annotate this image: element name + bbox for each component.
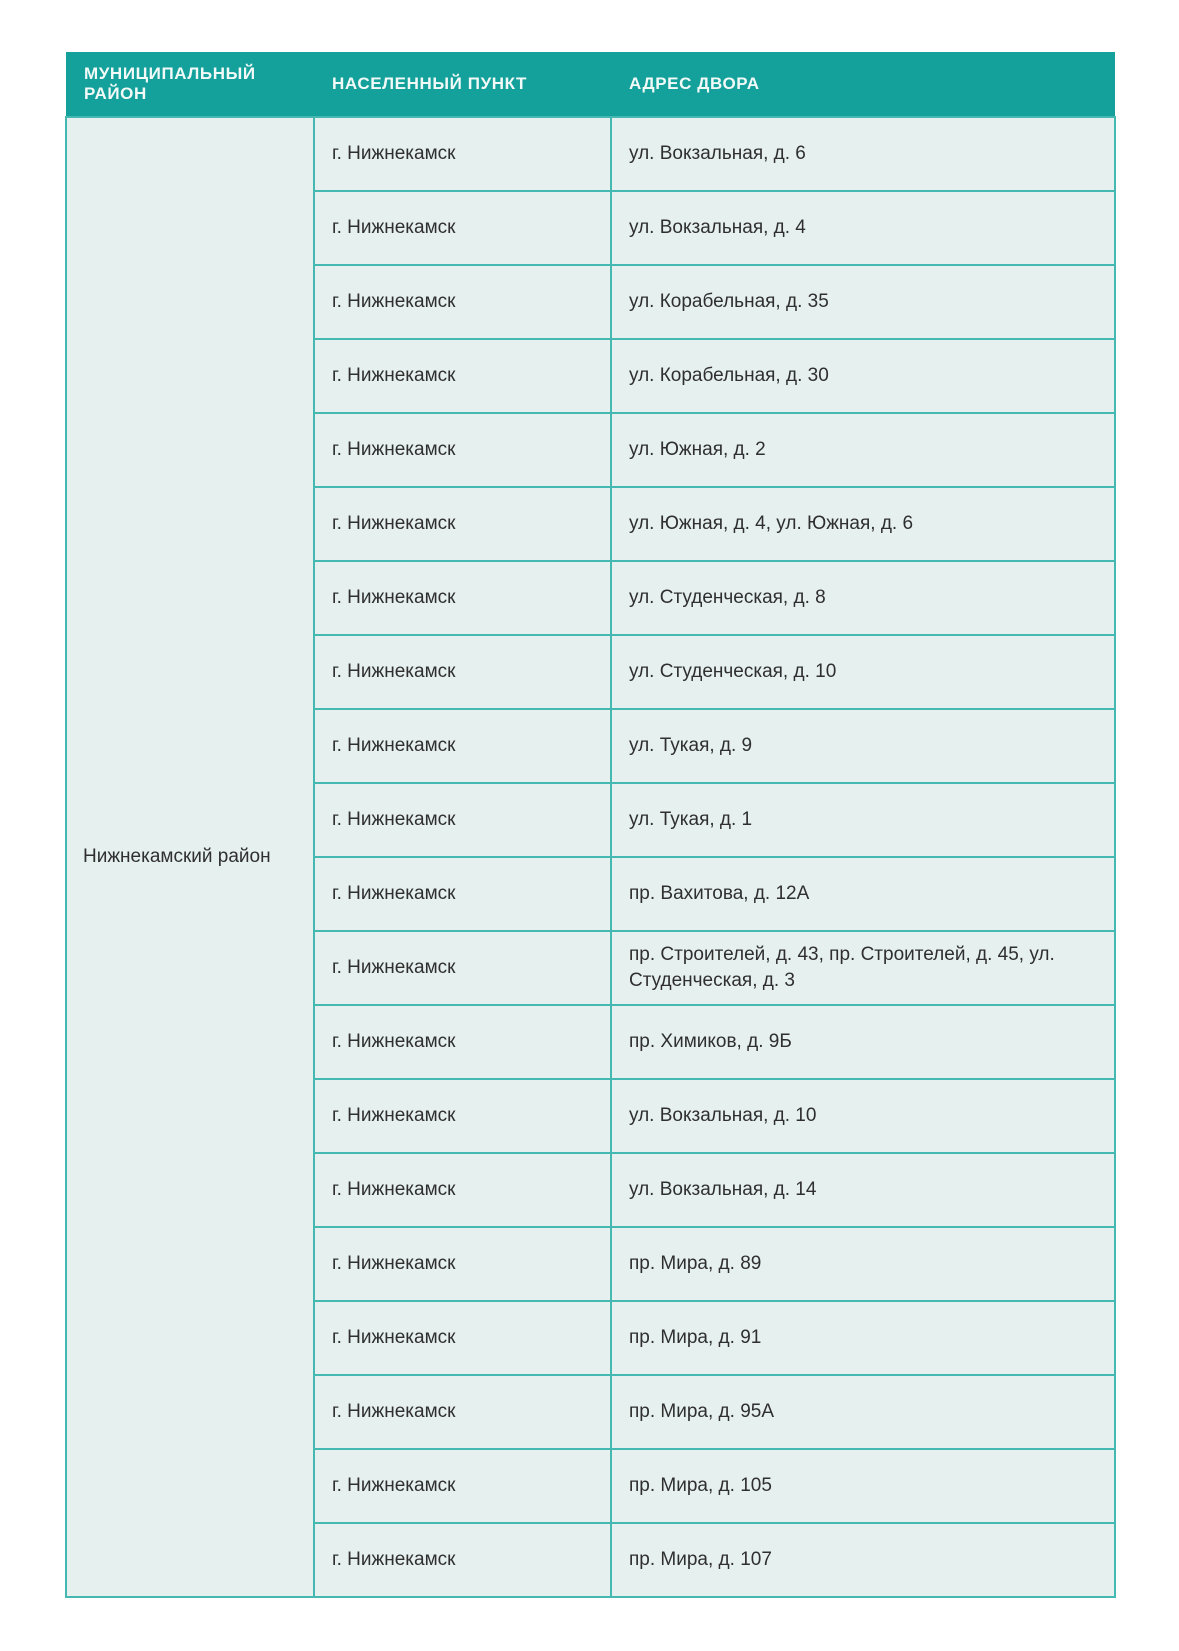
- address-cell: ул. Вокзальная, д. 14: [611, 1153, 1115, 1227]
- address-cell: пр. Химиков, д. 9Б: [611, 1005, 1115, 1079]
- settlement-cell: г. Нижнекамск: [314, 191, 611, 265]
- address-cell: пр. Мира, д. 91: [611, 1301, 1115, 1375]
- courtyards-table: [65, 52, 1116, 1598]
- column-header-settlement: НАСЕЛЕННЫЙ ПУНКТ: [314, 52, 611, 117]
- address-cell: ул. Тукая, д. 1: [611, 783, 1115, 857]
- table-row: [66, 117, 1115, 191]
- table-header: [66, 52, 1115, 117]
- column-header-address: АДРЕС ДВОРА: [611, 52, 1115, 117]
- address-cell: пр. Строителей, д. 43, пр. Строителей, д. 45, ул. Студенческая, д. 3: [611, 931, 1115, 1005]
- settlement-cell: г. Нижнекамск: [314, 339, 611, 413]
- header-row: [66, 52, 1115, 117]
- settlement-cell: г. Нижнекамск: [314, 1449, 611, 1523]
- settlement-cell: г. Нижнекамск: [314, 931, 611, 1005]
- table-body: [66, 117, 1115, 1597]
- settlement-cell: г. Нижнекамск: [314, 635, 611, 709]
- address-cell: ул. Студенческая, д. 8: [611, 561, 1115, 635]
- settlement-cell: г. Нижнекамск: [314, 1301, 611, 1375]
- address-cell: ул. Корабельная, д. 30: [611, 339, 1115, 413]
- settlement-cell: г. Нижнекамск: [314, 1153, 611, 1227]
- address-cell: пр. Вахитова, д. 12А: [611, 857, 1115, 931]
- settlement-cell: г. Нижнекамск: [314, 709, 611, 783]
- settlement-cell: г. Нижнекамск: [314, 1079, 611, 1153]
- settlement-cell: г. Нижнекамск: [314, 1523, 611, 1597]
- address-cell: пр. Мира, д. 95А: [611, 1375, 1115, 1449]
- district-cell: Нижнекамский район: [66, 117, 314, 1597]
- address-cell: ул. Корабельная, д. 35: [611, 265, 1115, 339]
- settlement-cell: г. Нижнекамск: [314, 265, 611, 339]
- settlement-cell: г. Нижнекамск: [314, 487, 611, 561]
- settlement-cell: г. Нижнекамск: [314, 783, 611, 857]
- settlement-cell: г. Нижнекамск: [314, 413, 611, 487]
- settlement-cell: г. Нижнекамск: [314, 1005, 611, 1079]
- address-cell: ул. Вокзальная, д. 10: [611, 1079, 1115, 1153]
- address-cell: ул. Южная, д. 4, ул. Южная, д. 6: [611, 487, 1115, 561]
- address-cell: пр. Мира, д. 107: [611, 1523, 1115, 1597]
- settlement-cell: г. Нижнекамск: [314, 561, 611, 635]
- address-cell: ул. Студенческая, д. 10: [611, 635, 1115, 709]
- column-header-district: МУНИЦИПАЛЬНЫЙ РАЙОН: [66, 52, 314, 117]
- settlement-cell: г. Нижнекамск: [314, 857, 611, 931]
- address-cell: ул. Вокзальная, д. 6: [611, 117, 1115, 191]
- settlement-cell: г. Нижнекамск: [314, 117, 611, 191]
- settlement-cell: г. Нижнекамск: [314, 1375, 611, 1449]
- address-cell: ул. Тукая, д. 9: [611, 709, 1115, 783]
- address-cell: ул. Южная, д. 2: [611, 413, 1115, 487]
- settlement-cell: г. Нижнекамск: [314, 1227, 611, 1301]
- address-cell: пр. Мира, д. 89: [611, 1227, 1115, 1301]
- address-cell: ул. Вокзальная, д. 4: [611, 191, 1115, 265]
- address-cell: пр. Мира, д. 105: [611, 1449, 1115, 1523]
